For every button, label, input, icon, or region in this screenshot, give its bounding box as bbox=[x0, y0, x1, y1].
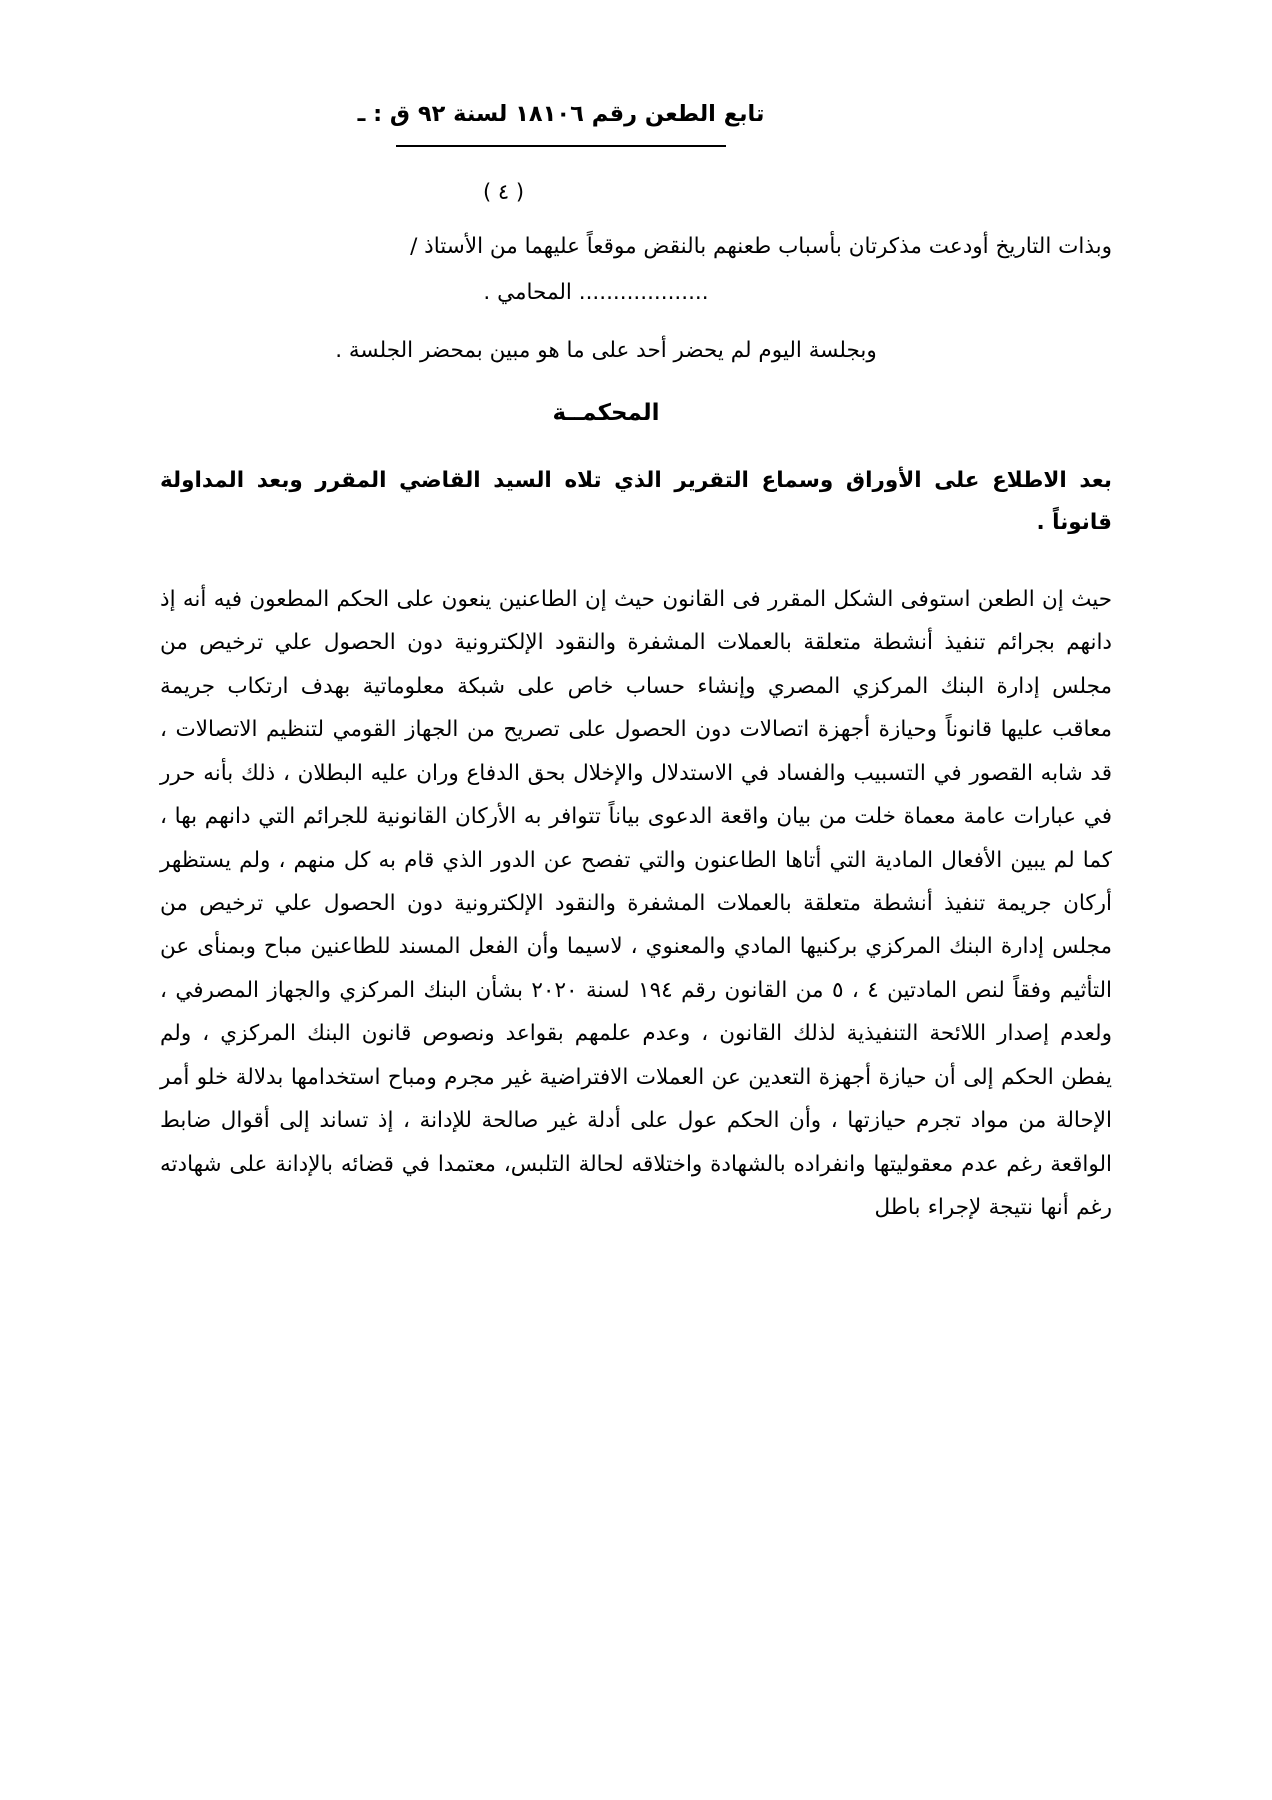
paragraph-session-note: وبجلسة اليوم لم يحضر أحد على ما هو مبين بمحضر الجلسة . bbox=[335, 338, 877, 364]
header-divider bbox=[396, 145, 726, 147]
paragraph-main-body: حيث إن الطعن استوفى الشكل المقرر فى القانون حيث إن الطاعنين ينعون على الحكم المطعون فيه أنه إذ دانهم بجرائم تنفيذ أنشطة متعلقة بالعملات المشفرة والنقود الإلكترونية دون الحصول علي ترخيص من مجلس إدارة البنك المركزي المصري وإنشاء حساب خاص على شبكة معلوماتية بهدف ارتكاب جريمة معاقب عليها قانوناً وحيازة أجهزة اتصالات دون الحصول على تصريح من الجهاز القومي لتنظيم الاتصالات ، قد شابه القصور في التسبيب والفساد في الاستدلال والإخلال بحق الدفاع وران عليه البطلان ، ذلك بأنه حرر في عبارات عامة معماة خلت من بيان واقعة الدعوى بياناً تتوافر به الأركان القانونية للجرائم التي دانهم بها ، كما لم يبين الأفعال المادية التي أتاها الطاعنون والتي تفصح عن الدور الذي قام به كل منهم ، ولم يستظهر أركان جريمة تنفيذ أنشطة متعلقة بالعملات المشفرة والنقود الإلكترونية دون الحصول علي ترخيص من مجلس إدارة البنك المركزي بركنيها المادي والمعنوي ، لاسيما وأن الفعل المسند للطاعنين مباح وبمنأى عن التأثيم وفقاً لنص المادتين ٤ ، ٥ من القانون رقم ١٩٤ لسنة ٢٠٢٠ بشأن البنك المركزي والجهاز المصرفي ، ولعدم إصدار اللائحة التنفيذية لذلك القانون ، وعدم علمهم بقواعد ونصوص قانون البنك المركزي ، ولم يفطن الحكم إلى أن حيازة أجهزة التعدين عن العملات الافتراضية غير مجرم ومباح استخدامها بدلالة خلو أمر الإحالة من مواد تجرم حيازتها ، وأن الحكم عول على أدلة غير صالحة للإدانة ، إذ تساند إلى أقوال ضابط الواقعة رغم عدم معقوليتها وانفراده بالشهادة واختلاقه لحالة التلبس، معتمدا في قضائه بالإدانة على شهادته رغم أنها نتيجة لإجراء باطل bbox=[160, 587, 1113, 1220]
page-number-marker: ( ٤ ) bbox=[482, 180, 525, 205]
header-divider-wrap bbox=[160, 135, 1112, 154]
case-header-line: تابع الطعن رقم ١٨١٠٦ لسنة ٩٢ ق : ـ bbox=[357, 101, 765, 127]
paragraph-preamble: بعد الاطلاع على الأوراق وسماع التقرير الذي تلاه السيد القاضي المقرر وبعد المداولة قانوناً . bbox=[160, 468, 1112, 536]
paragraph-deposit-note: وبذات التاريخ أودعت مذكرتان بأسباب طعنهم بالنقض موقعاً عليهما من الأستاذ / bbox=[410, 234, 1112, 260]
court-heading: المحكمــة bbox=[552, 400, 660, 427]
paragraph-lawyer-line: ................... المحامي . bbox=[483, 279, 709, 305]
